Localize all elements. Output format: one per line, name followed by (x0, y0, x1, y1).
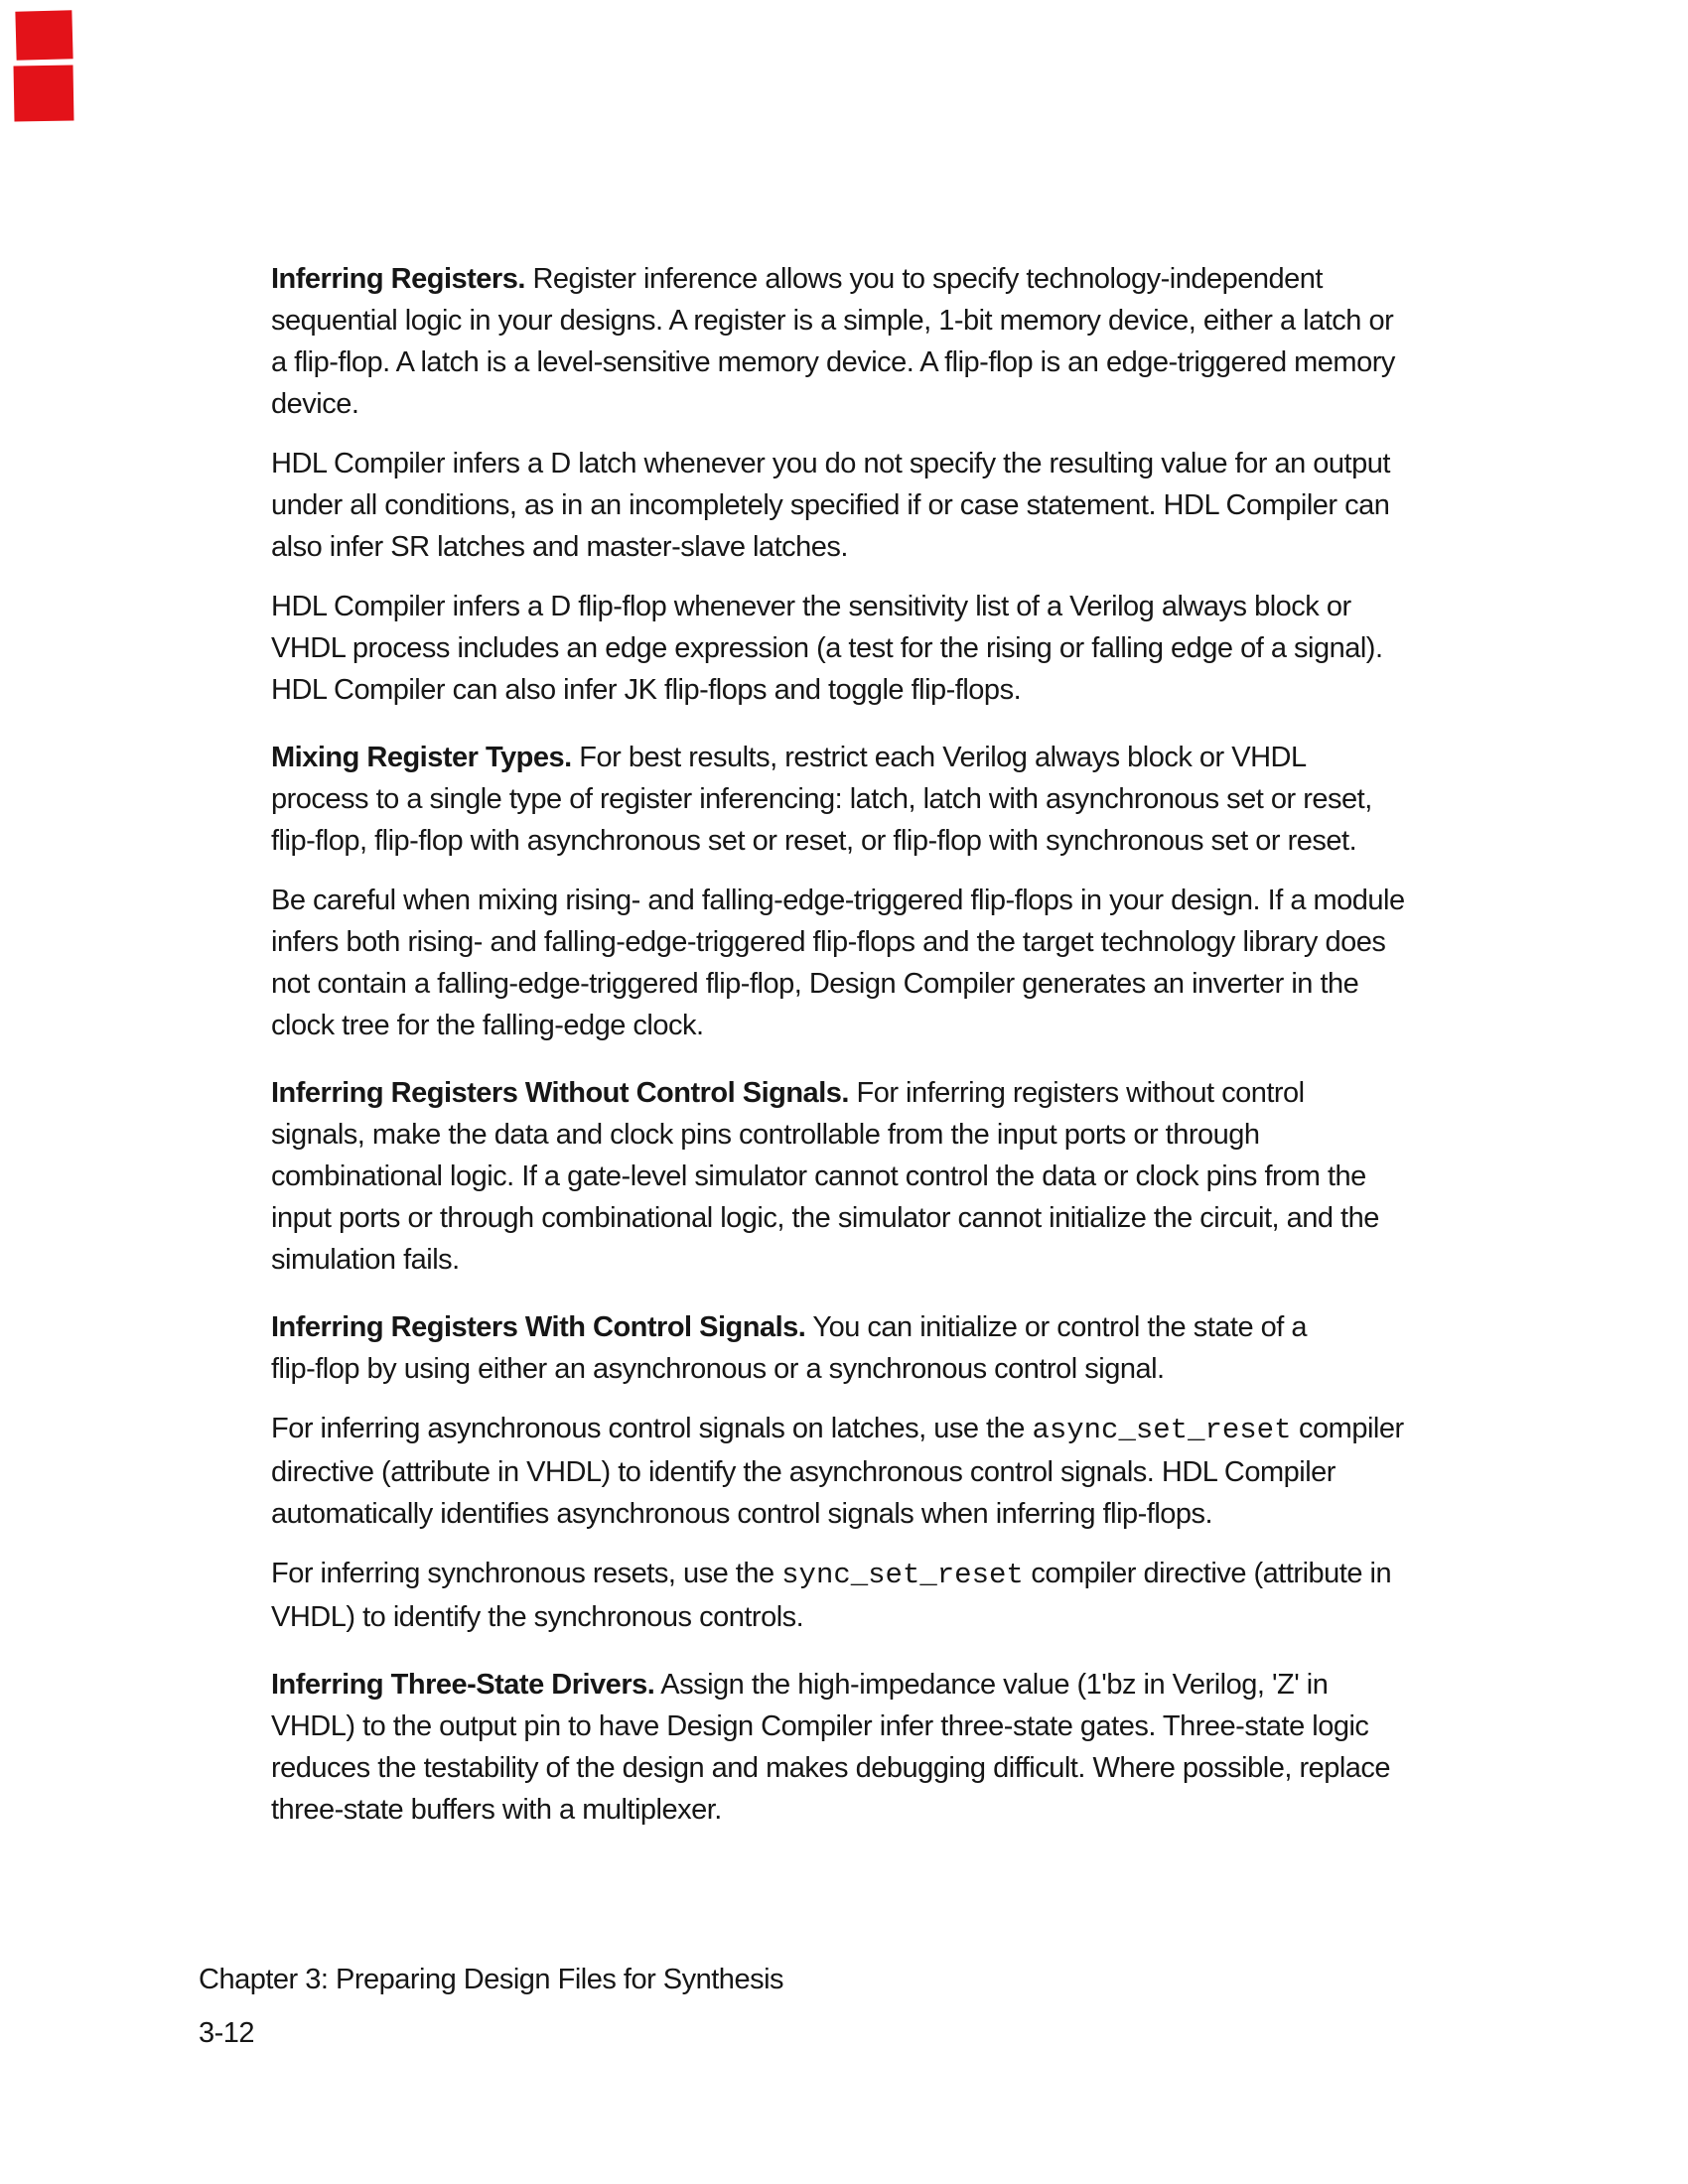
text-line (271, 443, 1532, 484)
body-paragraph (271, 880, 1532, 1046)
text-line (271, 1789, 1532, 1831)
text-line (271, 526, 1532, 568)
page-body (271, 258, 1532, 1831)
text-line (271, 1005, 1532, 1046)
text-line (271, 1239, 1532, 1281)
text-segment: simulation fails. (271, 1244, 460, 1276)
text-line (271, 963, 1532, 1005)
text-line (271, 1596, 1532, 1638)
text-line (271, 627, 1532, 669)
text-segment: not contain a falling-edge-triggered flip-flop, Design Compiler generates an inverter in the (271, 968, 1359, 1000)
text-segment: reduces the testability of the design and makes debugging difficult. Where possible, replace (271, 1752, 1391, 1784)
text-segment: You can initialize or control the state of a (805, 1311, 1308, 1343)
text-line (271, 737, 1532, 778)
section-paragraph (271, 1072, 1532, 1281)
text-segment: signals, make the data and clock pins controllable from the input ports or through (271, 1119, 1260, 1151)
text-line (271, 300, 1532, 341)
text-line (271, 1493, 1532, 1535)
text-segment: a flip-flop. A latch is a level-sensitive memory device. A flip-flop is an edge-triggered memory (271, 346, 1395, 378)
footer-chapter-title: Chapter 3: Preparing Design Files for Synthesis (199, 1964, 784, 1995)
text-segment: For inferring asynchronous control signals on latches, use the (271, 1413, 1033, 1444)
text-segment: HDL Compiler can also infer JK flip-flops and toggle flip-flops. (271, 674, 1022, 706)
text-line (271, 1197, 1532, 1239)
text-line (271, 669, 1532, 711)
text-line (271, 383, 1532, 425)
section-paragraph (271, 1306, 1532, 1390)
text-line (271, 1451, 1532, 1493)
text-segment: VHDL) to the output pin to have Design Compiler infer three-state gates. Three-state logic (271, 1710, 1369, 1742)
text-segment: clock tree for the falling-edge clock. (271, 1010, 704, 1041)
text-line (271, 1553, 1532, 1596)
text-line (271, 1664, 1532, 1706)
text-line (271, 258, 1532, 300)
text-line (271, 1348, 1532, 1390)
text-segment: automatically identifies asynchronous control signals when inferring flip-flops. (271, 1498, 1213, 1530)
body-paragraph (271, 1553, 1532, 1638)
text-segment: compiler (1291, 1413, 1404, 1444)
body-paragraph (271, 1408, 1532, 1535)
text-line (271, 880, 1532, 921)
text-segment: Assign the high-impedance value (1'bz in Verilog, 'Z' in (654, 1669, 1329, 1701)
page-footer (199, 1959, 783, 2054)
text-segment: combinational logic. If a gate-level simulator cannot control the data or clock pins from the (271, 1160, 1366, 1192)
code-term: async_set_reset (1032, 1414, 1292, 1446)
text-line (271, 1706, 1532, 1747)
text-segment: Register inference allows you to specify technology-independent (524, 263, 1323, 295)
text-segment: VHDL) to identify the synchronous controls. (271, 1601, 804, 1633)
text-segment: Inferring Registers. (271, 263, 525, 295)
body-paragraph (271, 443, 1532, 568)
text-line (271, 341, 1532, 383)
text-line (271, 484, 1532, 526)
text-segment: For best results, restrict each Verilog always block or VHDL (571, 742, 1307, 773)
text-segment: HDL Compiler infers a D flip-flop whenever the sensitivity list of a Verilog always block or (271, 591, 1351, 622)
text-segment: flip-flop by using either an asynchronous or a synchronous control signal. (271, 1353, 1165, 1385)
text-segment: Inferring Registers Without Control Signals. (271, 1077, 849, 1109)
text-segment: three-state buffers with a multiplexer. (271, 1794, 722, 1826)
code-term: sync_set_reset (781, 1559, 1024, 1591)
red-mark-bottom (14, 65, 74, 121)
text-line (271, 1072, 1532, 1114)
footer-page-number: 3-12 (199, 2017, 255, 2049)
text-segment: For inferring synchronous resets, use the (271, 1558, 782, 1589)
section-paragraph (271, 737, 1532, 862)
text-segment: HDL Compiler infers a D latch whenever you do not specify the resulting value for an output (271, 448, 1390, 479)
text-segment: For inferring registers without control (848, 1077, 1305, 1109)
text-segment: under all conditions, as in an incompletely specified if or case statement. HDL Compiler can (271, 489, 1390, 521)
section-paragraph (271, 1664, 1532, 1831)
section-paragraph (271, 258, 1532, 425)
text-segment: process to a single type of register inferencing: latch, latch with asynchronous set or reset, (271, 783, 1372, 815)
text-line (271, 1156, 1532, 1197)
text-segment: VHDL process includes an edge expression (a test for the rising or falling edge of a signal). (271, 632, 1383, 664)
text-line (271, 1114, 1532, 1156)
text-line (271, 1408, 1532, 1451)
text-segment: directive (attribute in VHDL) to identify the asynchronous control signals. HDL Compiler (271, 1456, 1336, 1488)
text-line (271, 921, 1532, 963)
text-segment: Mixing Register Types. (271, 742, 572, 773)
text-segment: Inferring Three-State Drivers. (271, 1669, 655, 1701)
text-segment: Inferring Registers With Control Signals. (271, 1311, 806, 1343)
text-segment: also infer SR latches and master-slave latches. (271, 531, 848, 563)
red-mark-top (15, 10, 72, 60)
text-segment: sequential logic in your designs. A register is a simple, 1-bit memory device, either a latch or (271, 305, 1394, 337)
text-line (271, 1306, 1532, 1348)
text-line (271, 586, 1532, 627)
text-segment: device. (271, 388, 359, 420)
text-line (271, 778, 1532, 820)
text-segment: compiler directive (attribute in (1023, 1558, 1392, 1589)
text-segment: input ports or through combinational logic, the simulator cannot initialize the circuit, and the (271, 1202, 1379, 1234)
text-segment: Be careful when mixing rising- and falling-edge-triggered flip-flops in your design. If a module (271, 885, 1405, 916)
text-line (271, 1747, 1532, 1789)
text-segment: infers both rising- and falling-edge-triggered flip-flops and the target technology library does (271, 926, 1386, 958)
body-paragraph (271, 586, 1532, 711)
text-segment: flip-flop, flip-flop with asynchronous set or reset, or flip-flop with synchronous set or reset. (271, 825, 1357, 857)
text-line (271, 820, 1532, 862)
